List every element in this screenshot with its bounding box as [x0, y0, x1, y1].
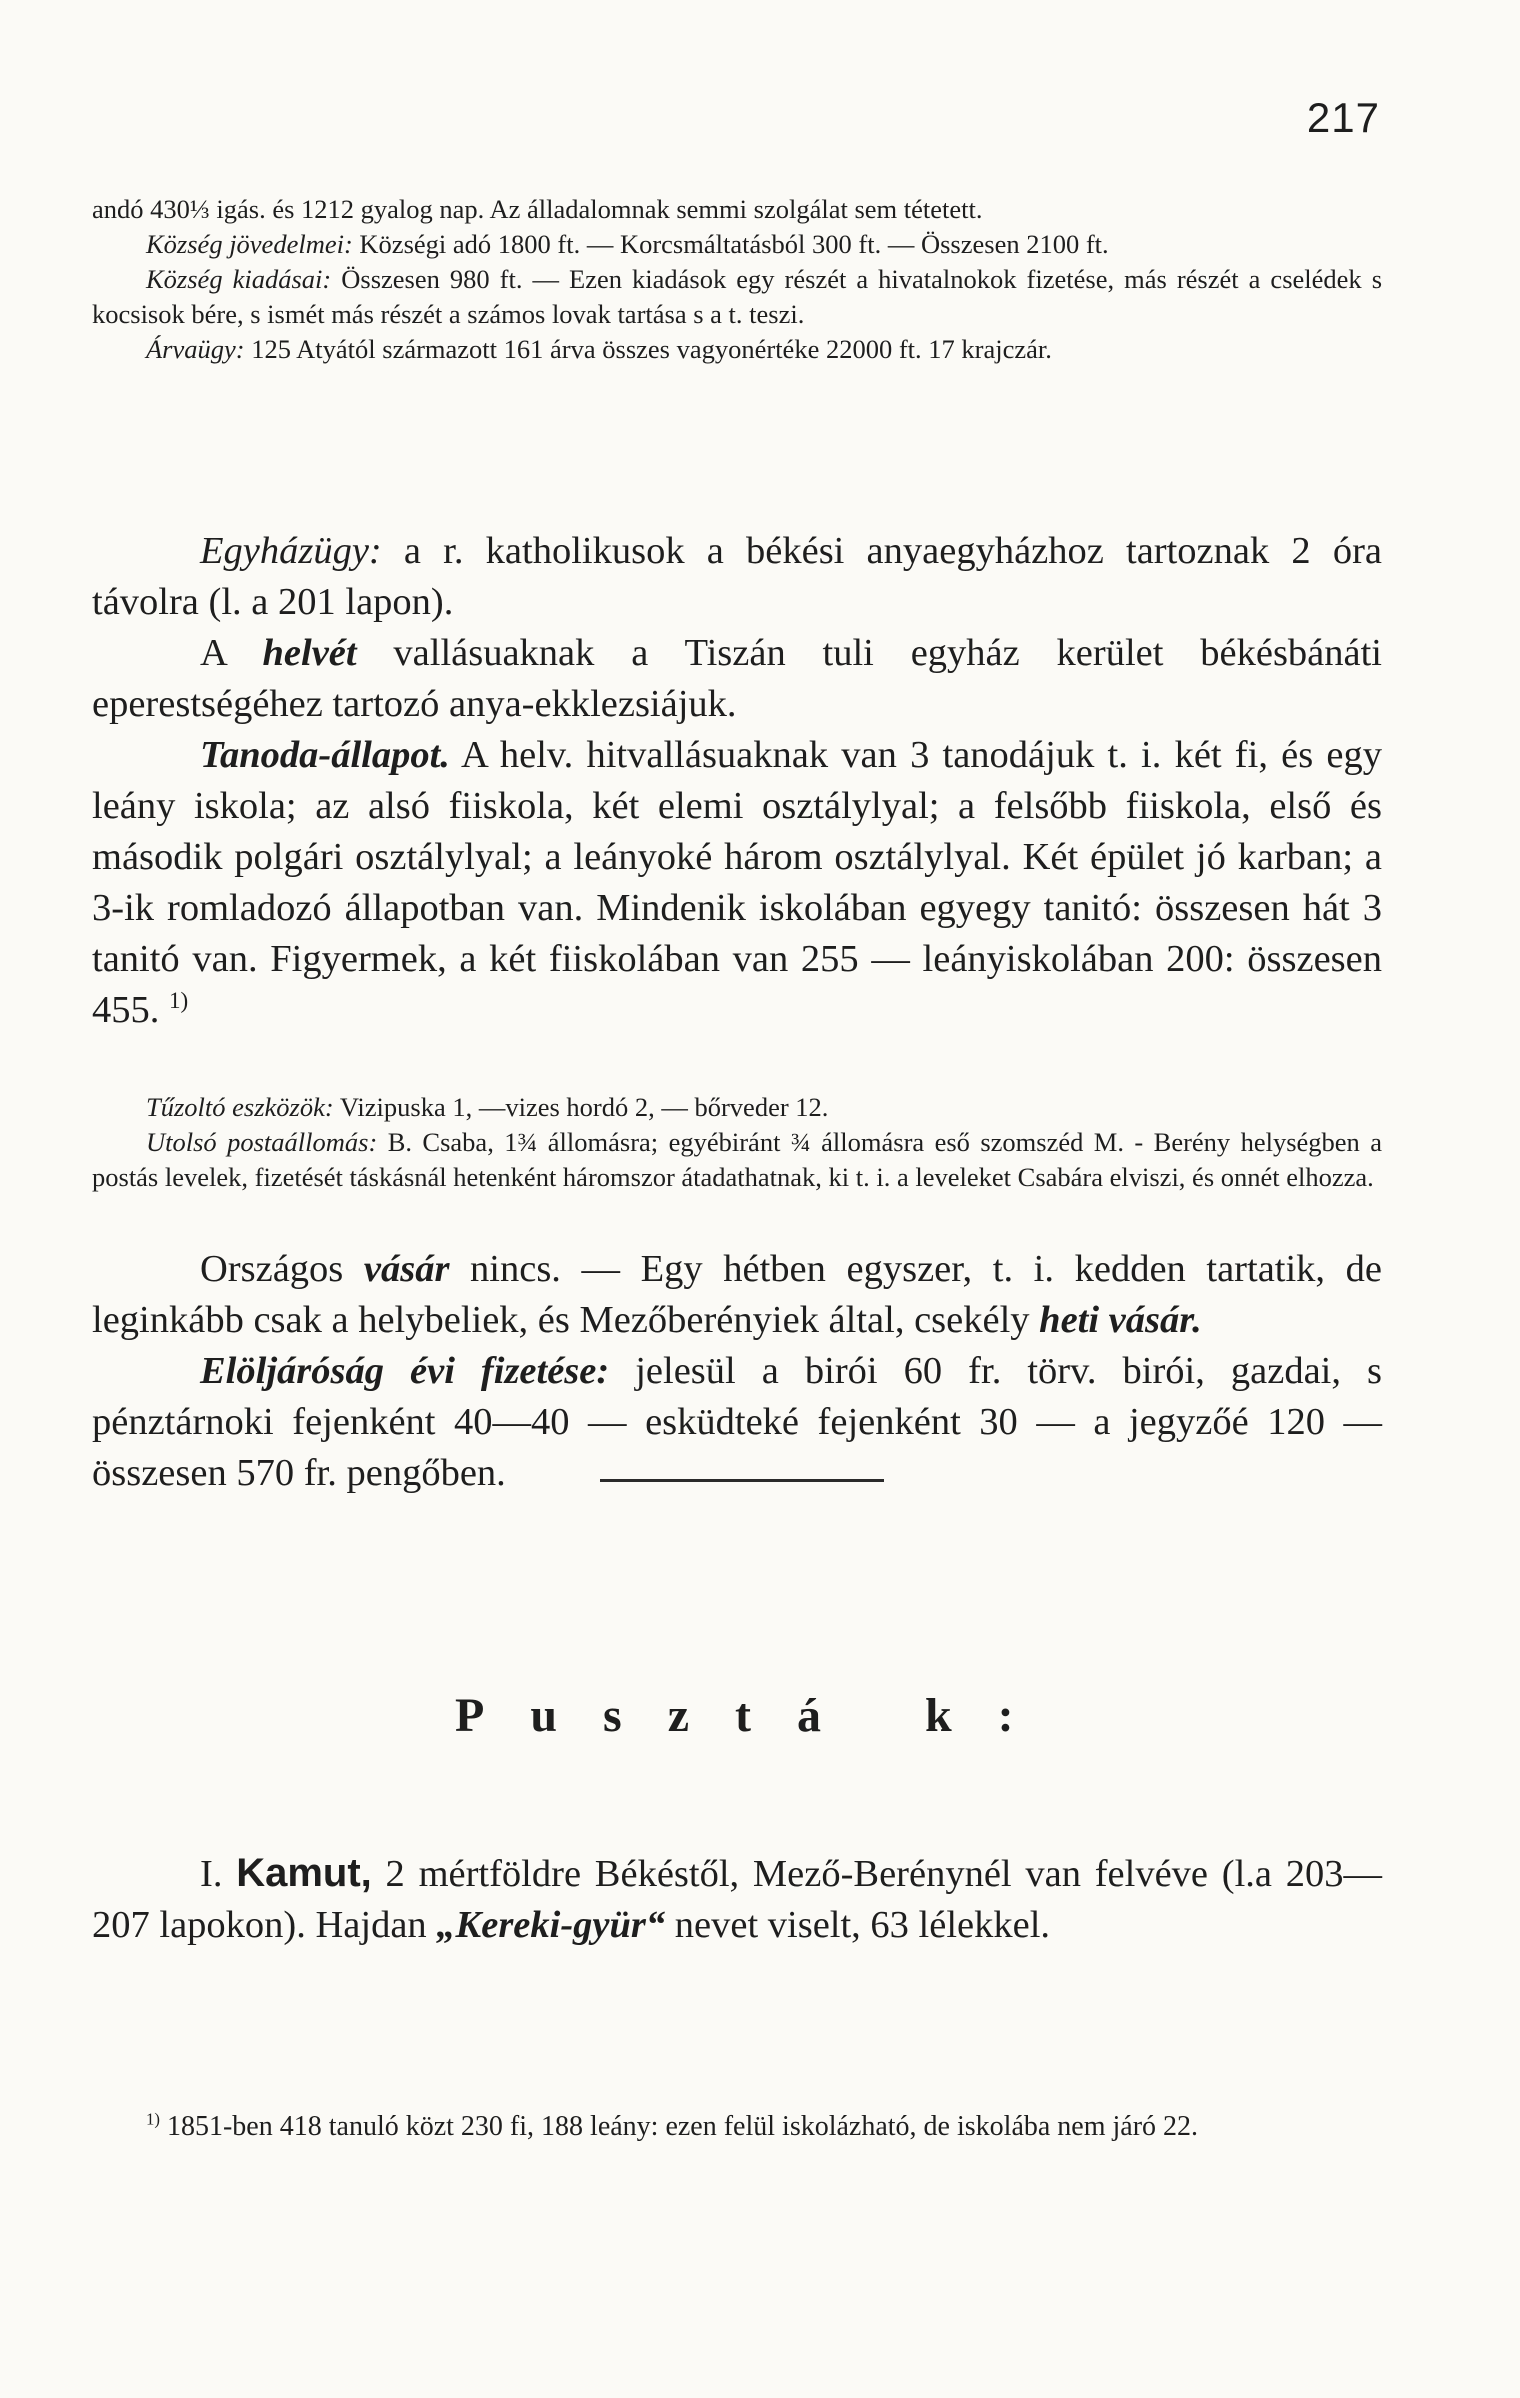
footnote-block [92, 2108, 1382, 2146]
kamut-name: Kamut, [236, 1851, 372, 1895]
salary-label: Elöljáróság évi fizetése: [200, 1350, 610, 1392]
expenses-text: Összesen 980 ft. — Ezen kiadások egy részét a hivatalnokok fizetése, más részét a cselédek s kocsisok bére, s ismét más részét a számos lovak tartása s a t. teszi. [92, 264, 1383, 329]
reformed-paragraph [92, 628, 1382, 730]
school-paragraph [92, 730, 1382, 1036]
reformed-text: vallásuaknak a Tiszán tuli egyház kerület békésbánáti eperestségéhez tartozó anya-ekklezsiájuk. [92, 632, 1382, 725]
market-paragraph [92, 1244, 1382, 1346]
firefighting-text: Vizipuska 1, —vizes hordó 2, — bőrveder 12. [333, 1092, 829, 1122]
market-text: nincs. — Egy hétben egyszer, t. i. kedden tartatik, de leginkább csak a helybeliek, és Mezőberényiek által, csekély [92, 1248, 1382, 1341]
income-paragraph [92, 227, 1382, 262]
kamut-text-2: nevet viselt, 63 lélekkel. [665, 1904, 1051, 1946]
footnote-text: 1851-ben 418 tanuló közt 230 fi, 188 leány: ezen felül iskolázható, de iskolába nem járó 22. [159, 2111, 1199, 2142]
kamut-text-1: 2 mértföldre Békéstől, Mező-Berénynél van felvéve (l.a 203—207 lapokon). Hajdan [92, 1853, 1382, 1946]
post-label: Utolsó postaállomás: [146, 1127, 378, 1157]
expenses-paragraph [92, 262, 1382, 332]
statistics-block-top [92, 192, 1382, 367]
salary-paragraph [92, 1346, 1382, 1499]
income-text: Községi adó 1800 ft. — Korcsmáltatásból 300 ft. — Összesen 2100 ft. [352, 229, 1109, 259]
orphans-paragraph [92, 332, 1382, 367]
orphans-label: Árvaügy: [146, 334, 245, 364]
market-prefix: Országos [200, 1248, 364, 1290]
income-label: Község jövedelmei: [146, 229, 353, 259]
footnote-marker: 1) [146, 2109, 160, 2129]
reformed-label: helvét [262, 632, 357, 674]
kamut-paragraph [92, 1848, 1382, 1951]
reformed-prefix: A [200, 632, 263, 674]
firefighting-paragraph [92, 1090, 1382, 1125]
firefighting-label: Tűzoltó eszközök: [146, 1092, 334, 1122]
school-label: Tanoda-állapot. [200, 734, 450, 776]
weekly-market-label: heti vásár. [1039, 1299, 1202, 1341]
post-text: B. Csaba, 1¾ állomásra; egyébiránt ¾ állomásra eső szomszéd M. - Berény helységben a postás levelek, fizetését táskásnál hetenként háromszor átadathatnak, ki t. i. a leveleket Csabára elviszi, és onnét elhozza. [92, 1127, 1382, 1192]
section-heading: Pusztá k: [455, 1689, 1060, 1742]
church-label: Egyházügy: [200, 530, 382, 572]
expenses-label: Község kiadásai: [146, 264, 332, 294]
church-text: a r. katholikusok a békési anyaegyházhoz tartoznak 2 óra távolra (l. a 201 lapon). [92, 530, 1382, 623]
footnote-ref: 1) [169, 987, 189, 1014]
post-paragraph [92, 1125, 1382, 1195]
kamut-old-name: „Kereki-gyür“ [436, 1904, 666, 1946]
church-school-block [92, 526, 1382, 1036]
salary-text: jelesül a birói 60 fr. törv. birói, gazdai, s pénztárnoki fejenként 40—40 — esküdteké fejenként 30 — a jegyzőé 120 — összesen 570 fr. pengőben. [92, 1350, 1383, 1494]
market-salary-block [92, 1244, 1382, 1499]
section-divider [600, 1479, 884, 1482]
orphans-text: 125 Atyától származott 161 árva összes vagyonértéke 22000 ft. 17 krajczár. [244, 334, 1052, 364]
school-text: A helv. hitvallásuaknak van 3 tanodájuk t. i. két fi, és egy leány iskola; az alsó fiiskola, két elemi osztálylyal; a felsőbb fiiskola, első és második polgári osztálylyal; a leányoké három osztálylyal. Két épület jó karban; a 3-ik romladozó állapotban van. Mindenik iskolában egyegy tanitó: összesen hát 3 tanitó van. Figyermek, a két fiiskolában van 255 — leányiskolában 200: összesen 455. [92, 734, 1382, 1031]
footnote-paragraph [92, 2108, 1382, 2146]
labor-paragraph: andó 430⅓ igás. és 1212 gyalog nap. Az álladalomnak semmi szolgálat sem tétetett. [92, 194, 983, 224]
kamut-number: I. [200, 1853, 237, 1895]
statistics-block-middle [92, 1090, 1382, 1195]
kamut-block [92, 1848, 1382, 1951]
market-label: vásár [363, 1248, 450, 1290]
page-number: 217 [1306, 94, 1380, 141]
church-paragraph [92, 526, 1382, 628]
